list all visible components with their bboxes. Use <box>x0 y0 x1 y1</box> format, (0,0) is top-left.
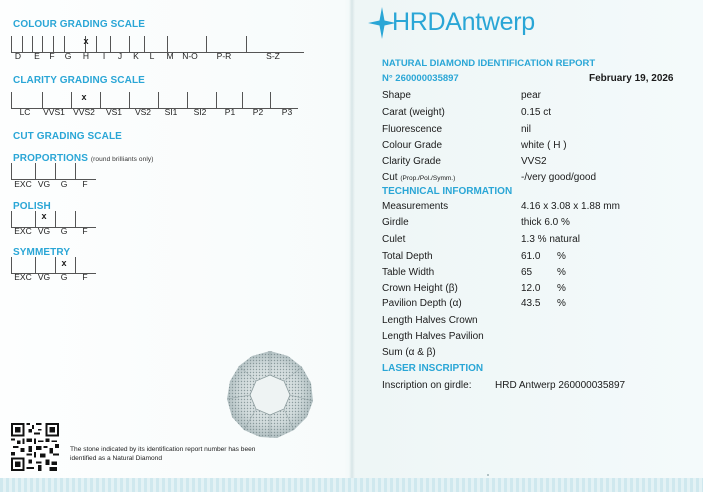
sum-alpha-beta-label: Sum (α & β) <box>382 347 436 358</box>
clarity-scale-title: CLARITY GRADING SCALE <box>13 75 145 86</box>
table-width-label: Table Width <box>382 267 435 278</box>
clarity-label-p2: P2 <box>252 107 264 117</box>
fluorescence-label: Fluorescence <box>382 124 443 135</box>
colour-label-e: E <box>34 51 40 61</box>
proportions-label-exc: EXC <box>14 179 32 189</box>
hrd-antwerp-logo <box>392 8 535 37</box>
colour-label-n-o: N-O <box>182 51 198 61</box>
colour-label-g: G <box>64 51 72 61</box>
colour-label-j: J <box>117 51 123 61</box>
carat-label: Carat (weight) <box>382 107 445 118</box>
colour-label-i: I <box>102 51 106 61</box>
crown-height-value: 12.0 <box>521 283 541 294</box>
clarity-label-si1: SI1 <box>164 107 178 117</box>
report-date: February 19, 2026 <box>589 73 674 84</box>
symmetry-label-g: G <box>60 272 68 282</box>
inscription-label: Inscription on girdle: <box>382 380 472 391</box>
logo-hrd: HRD <box>392 8 446 36</box>
polish-label-f: F <box>82 226 88 236</box>
polish-label-exc: EXC <box>14 226 32 236</box>
polish-title: POLISH <box>13 201 51 212</box>
pavilion-depth-label: Pavilion Depth (α) <box>382 298 462 309</box>
shape-value: pear <box>521 90 542 101</box>
cut-label-text: Cut <box>382 172 398 183</box>
cut-scale-title: CUT GRADING SCALE <box>13 131 122 142</box>
colour-label-h: H <box>82 51 90 61</box>
symmetry-grade-mark: x <box>61 258 67 268</box>
colour-label-p-r: P-R <box>216 51 232 61</box>
technical-title: TECHNICAL INFORMATION <box>382 186 513 197</box>
clarity-label-vvs1: VVS1 <box>43 107 65 117</box>
length-halves-crown-label: Length Halves Crown <box>382 315 478 326</box>
paper-speck <box>487 474 489 476</box>
proportions-scale-bar <box>11 163 96 180</box>
clarity-label-si2: SI2 <box>193 107 207 117</box>
polish-label-g: G <box>60 226 68 236</box>
shape-label: Shape <box>382 90 411 101</box>
culet-value: 1.3 % natural <box>521 234 580 245</box>
page-fold <box>349 0 355 492</box>
clarity-label-p3: P3 <box>281 107 293 117</box>
colour-label-f: F <box>49 51 55 61</box>
clarity-label-p1: P1 <box>224 107 236 117</box>
measurements-value: 4.16 x 3.08 x 1.88 mm <box>521 201 620 212</box>
laser-inscription-title: LASER INSCRIPTION <box>382 363 484 374</box>
polish-grade-mark: x <box>41 211 47 221</box>
proportions-label-g: G <box>60 179 68 189</box>
inscription-value: HRD Antwerp 260000035897 <box>495 380 626 391</box>
clarity-grade-value: VVS2 <box>521 156 547 167</box>
culet-label: Culet <box>382 234 406 245</box>
crown-height-unit: % <box>557 283 566 294</box>
colour-label-k: K <box>133 51 139 61</box>
logo-antwerp: Antwerp <box>445 8 535 36</box>
clarity-label-vs2: VS2 <box>134 107 152 117</box>
clarity-label-vs1: VS1 <box>105 107 123 117</box>
fluorescence-value: nil <box>521 124 532 135</box>
symmetry-label-f: F <box>82 272 88 282</box>
clarity-label-lc: LC <box>19 107 31 117</box>
total-depth-unit: % <box>557 251 566 262</box>
colour-label-d: D <box>14 51 22 61</box>
colour-grade-value: white ( H ) <box>521 140 567 151</box>
proportions-label-vg: VG <box>37 179 51 189</box>
colour-scale-title: COLOUR GRADING SCALE <box>13 19 145 30</box>
colour-grade-label: Colour Grade <box>382 140 443 151</box>
pavilion-depth-unit: % <box>557 298 566 309</box>
pavilion-depth-value: 43.5 <box>521 298 541 309</box>
table-width-value: 65 <box>521 267 533 278</box>
colour-label-s-z: S-Z <box>266 51 280 61</box>
symmetry-label-exc: EXC <box>14 272 32 282</box>
girdle-label: Girdle <box>382 217 409 228</box>
qr-code-icon <box>11 423 59 471</box>
symmetry-label-vg: VG <box>37 272 51 282</box>
report-number: N° 260000035897 <box>382 73 459 84</box>
symmetry-title: SYMMETRY <box>13 247 71 258</box>
diamond-diagram-icon <box>222 347 318 443</box>
length-halves-pavilion-label: Length Halves Pavilion <box>382 331 484 342</box>
proportions-note: (round brilliants only) <box>90 156 154 163</box>
colour-label-l: L <box>149 51 155 61</box>
clarity-grade-label: Clarity Grade <box>382 156 441 167</box>
security-border <box>0 478 703 492</box>
proportions-title-text: PROPORTIONS <box>13 153 88 164</box>
identification-footnote: The stone indicated by its identification report number has been identified as a Natural Diamond <box>70 446 256 462</box>
total-depth-label: Total Depth <box>382 251 433 262</box>
carat-value: 0.15 ct <box>521 107 552 118</box>
table-width-unit: % <box>557 267 566 278</box>
total-depth-value: 61.0 <box>521 251 541 262</box>
cut-label-small: (Prop./Pol./Symm.) <box>400 175 456 182</box>
measurements-label: Measurements <box>382 201 449 212</box>
clarity-grade-mark: x <box>81 92 87 102</box>
colour-label-m: M <box>166 51 174 61</box>
crown-height-label: Crown Height (β) <box>382 283 458 294</box>
colour-scale-bar <box>11 36 304 53</box>
girdle-value: thick 6.0 % <box>521 217 570 228</box>
cut-value: -/very good/good <box>521 172 597 183</box>
report-title: NATURAL DIAMOND IDENTIFICATION REPORT <box>382 58 596 69</box>
polish-label-vg: VG <box>37 226 51 236</box>
colour-grade-mark: x <box>83 36 89 46</box>
cut-label <box>382 172 455 183</box>
proportions-label-f: F <box>82 179 88 189</box>
clarity-label-vvs2: VVS2 <box>73 107 95 117</box>
